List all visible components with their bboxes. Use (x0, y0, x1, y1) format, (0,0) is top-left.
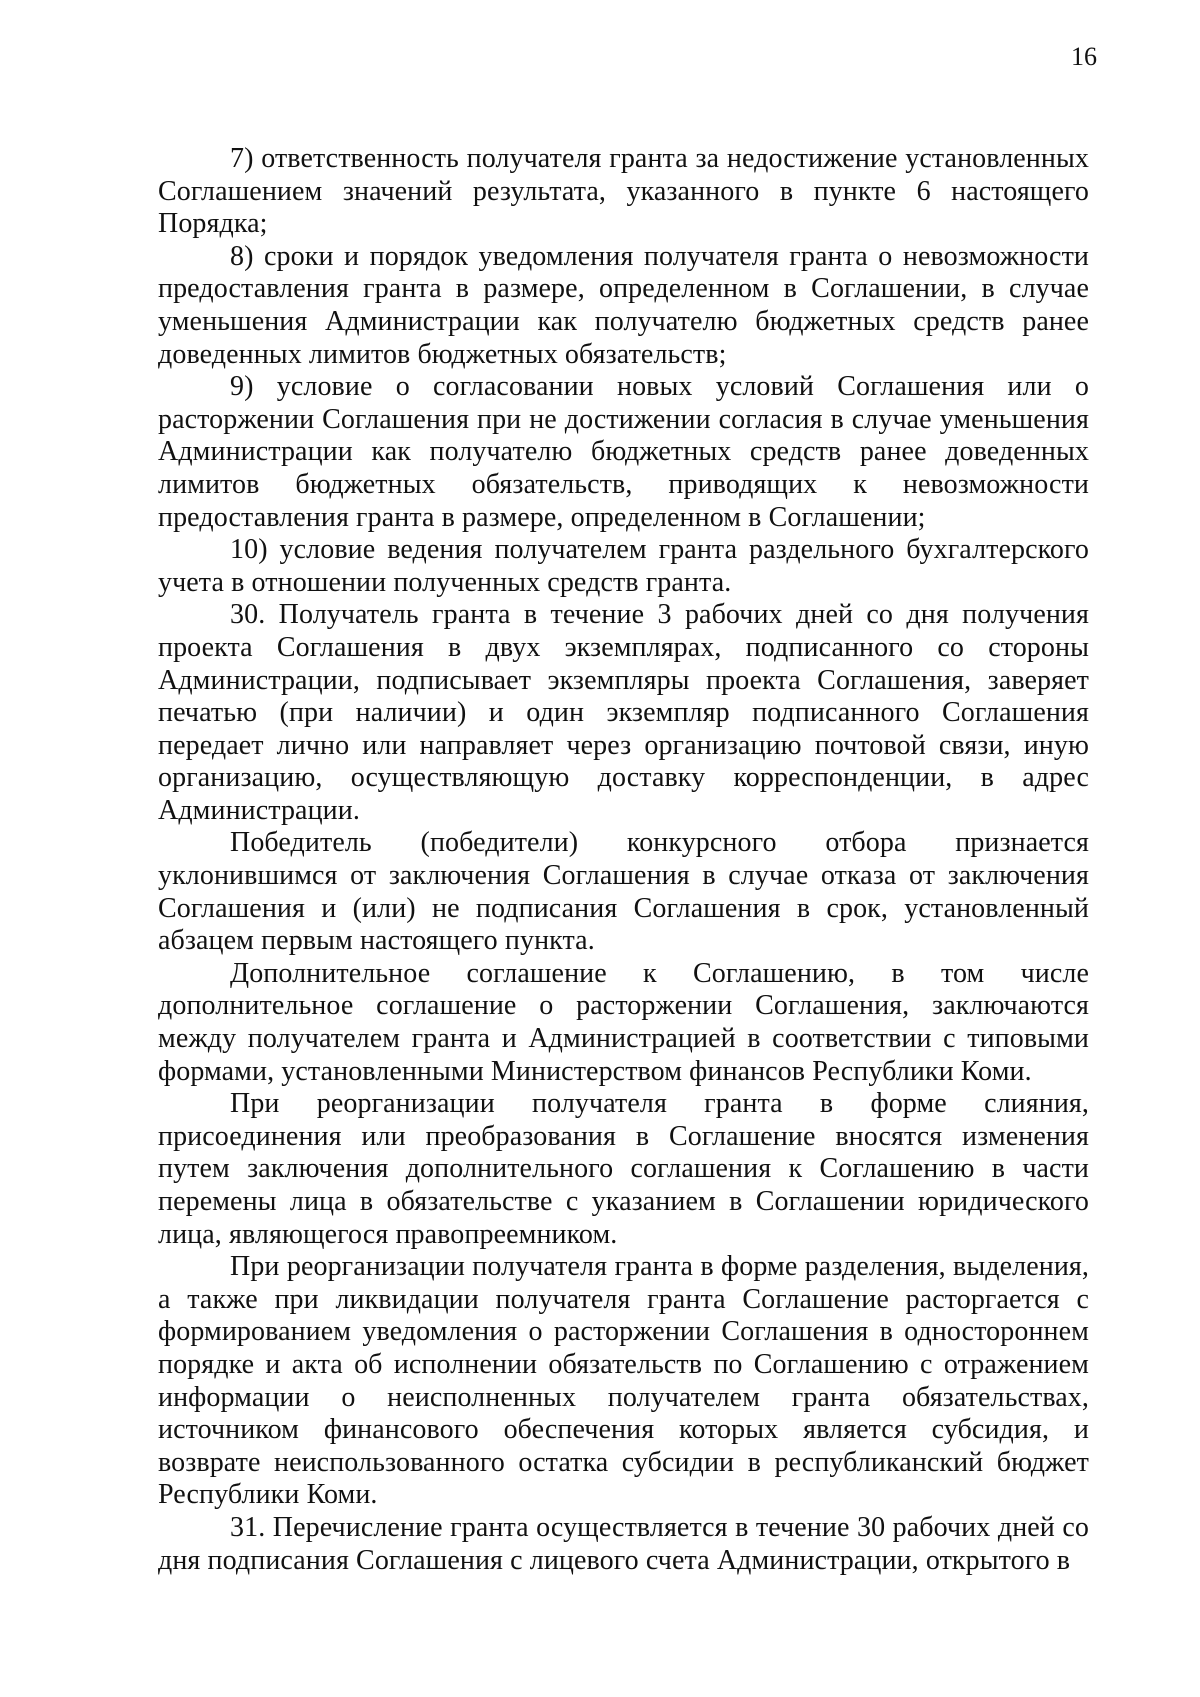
paragraph-item-7: 7) ответственность получателя гранта за недостижение установленных Соглашением значений результата, указанного в пункте 6 настоящего Порядка; (158, 143, 1089, 240)
document-body (158, 143, 1089, 1577)
paragraph-clause-30: 30. Получатель гранта в течение 3 рабочих дней со дня получения проекта Соглашения в двух экземплярах, подписанного со стороны Администрации, подписывает экземпляры проекта Соглашения, заверяет печатью (при наличии) и один экземпляр подписанного Соглашения передает лично или направляет через организацию почтовой связи, иную организацию, осуществляющую доставку корреспонденции, в адрес Администрации. (158, 599, 1089, 826)
paragraph-additional-agreement: Дополнительное соглашение к Соглашению, в том числе дополнительное соглашение о расторжении Соглашения, заключаются между получателем гранта и Администрацией в соответствии с типовыми формами, установленными Министерством финансов Республики Коми. (158, 957, 1089, 1087)
paragraph-item-8: 8) сроки и порядок уведомления получателя гранта о невозможности предоставления гранта в размере, определенном в Соглашении, в случае уменьшения Администрации как получателю бюджетных средств ранее доведенных лимитов бюджетных обязательств; (158, 240, 1089, 370)
page-number: 16 (1071, 42, 1097, 71)
paragraph-reorganization-merger: При реорганизации получателя гранта в форме слияния, присоединения или преобразования в Соглашение вносятся изменения путем заключения дополнительного соглашения к Соглашению в части перемены лица в обязательстве с указанием в Соглашении юридического лица, являющегося правопреемником. (158, 1088, 1089, 1250)
paragraph-winner-evasion: Победитель (победители) конкурсного отбора признается уклонившимся от заключения Соглашения в случае отказа от заключения Соглашения и (или) не подписания Соглашения в срок, установленный абзацем первым настоящего пункта. (158, 827, 1089, 957)
paragraph-item-9: 9) условие о согласовании новых условий Соглашения или о расторжении Соглашения при не достижении согласия в случае уменьшения Администрации как получателю бюджетных средств ранее доведенных лимитов бюджетных обязательств, приводящих к невозможности предоставления гранта в размере, определенном в Соглашении; (158, 371, 1089, 533)
paragraph-item-10: 10) условие ведения получателем гранта раздельного бухгалтерского учета в отношении полученных средств гранта. (158, 534, 1089, 598)
paragraph-clause-31: 31. Перечисление гранта осуществляется в течение 30 рабочих дней со дня подписания Соглашения с лицевого счета Администрации, открытого в (158, 1511, 1089, 1576)
paragraph-reorganization-division: При реорганизации получателя гранта в форме разделения, выделения, а также при ликвидации получателя гранта Соглашение расторгается с формированием уведомления о расторжении Соглашения в одностороннем порядке и акта об исполнении обязательств по Соглашению с отражением информации о неисполненных получателем гранта обязательствах, источником финансового обеспечения которых является субсидия, и возврате неиспользованного остатка субсидии в республиканский бюджет Республики Коми. (158, 1251, 1089, 1511)
